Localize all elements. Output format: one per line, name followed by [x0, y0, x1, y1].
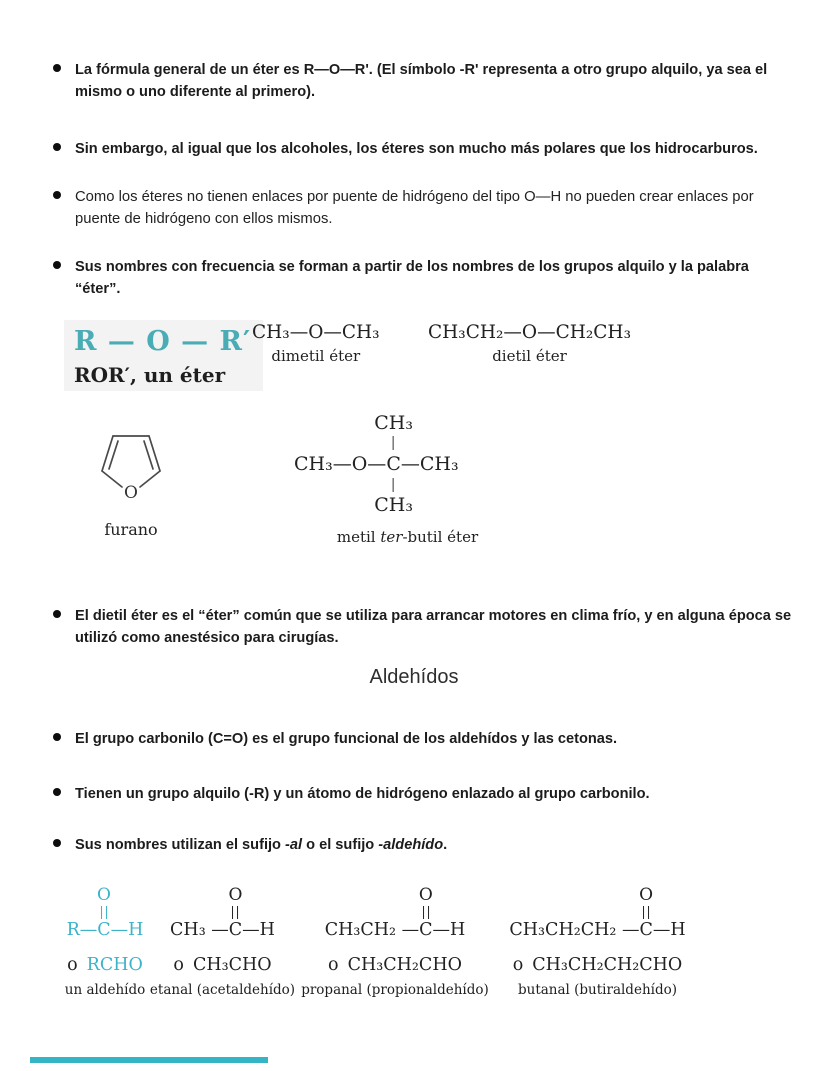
general-ether-formula: R — O — R′ [74, 326, 252, 357]
mtbe-caption-post: -butil éter [402, 528, 479, 546]
mtbe-structure [294, 412, 459, 516]
aldehyde-name: etanal (acetaldehído) [149, 982, 296, 998]
bullet-dot [53, 191, 61, 199]
chain-left: CH₃CH₂ — [324, 920, 420, 940]
bullet-dot [53, 610, 61, 618]
bullet-dot [53, 839, 61, 847]
alt-o-word: o [328, 955, 339, 975]
bullet-ethers-polarity [53, 139, 798, 161]
alt-o-word: o [67, 955, 78, 975]
bullet-dot [53, 788, 61, 796]
bullet-text: El dietil éter es el “éter” común que se utiliza para arrancar motores en clima frío, y en alguna época se utilizó como anestésico para cirugías. [75, 608, 792, 646]
general-ether-structure [64, 320, 263, 391]
bullet-text: Sin embargo, al igual que los alcoholes, los éteres son mucho más polares que los hidrocarburos. [75, 141, 758, 157]
mtbe-caption [290, 528, 525, 546]
chain-left: CH₃CH₂CH₂ — [509, 920, 640, 940]
bullet-ether-naming [53, 257, 798, 300]
mtbe-top-group [374, 412, 413, 452]
condensed-formula-line [513, 955, 683, 975]
suffix-text-1: Sus nombres utilizan el sufijo [75, 837, 286, 853]
mtbe-top-methyl: CH₃ [374, 412, 413, 434]
carbon-wrap [639, 885, 654, 940]
aldehyde-main-formula [66, 885, 144, 940]
carbon-wrap [228, 885, 243, 940]
aldehyde-main-formula [509, 885, 686, 940]
bullet-text: El grupo carbonilo (C=O) es el grupo funcional de los aldehídos y las cetonas. [75, 731, 618, 747]
aldehyde-structure-butanal [490, 870, 705, 998]
vertical-bond [393, 478, 394, 492]
mtbe-central-carbon-wrap [374, 412, 413, 516]
double-bond [101, 906, 107, 919]
dimethyl-ether-structure [252, 322, 380, 365]
carbon-atom: C [97, 920, 111, 940]
furan-oxygen-atom: O [124, 483, 138, 503]
mtbe-bottom-group [374, 476, 413, 516]
carbon-wrap [96, 885, 111, 940]
chain-left: R— [66, 920, 98, 940]
carbon-wrap [418, 885, 433, 940]
condensed-formula: RCHO [86, 955, 143, 975]
condensed-formula: CH₃CHO [192, 955, 272, 975]
furan-caption: furano [104, 520, 158, 539]
aldehyde-main-formula [324, 885, 466, 940]
mtbe-chain-right: —CH₃ [400, 453, 459, 475]
suffix-al-italic: -al [285, 837, 303, 853]
mtbe-caption-italic: ter [380, 528, 403, 546]
double-bond [232, 906, 238, 919]
chain-left: CH₃ — [170, 920, 229, 940]
aldehyde-name: propanal (propionaldehído) [301, 982, 489, 998]
bullet-aldehyde-suffix [53, 835, 798, 857]
mtbe-bottom-methyl: CH₃ [374, 494, 413, 516]
bullet-text: Sus nombres con frecuencia se forman a partir de los nombres de los grupos alquilo y la palabra “éter”. [75, 259, 749, 297]
aldehyde-structure-ethanal [145, 870, 300, 998]
double-bond [423, 906, 429, 919]
aldehyde-main-formula [170, 885, 275, 940]
carbonyl-group [639, 887, 653, 919]
aldehyde-name: butanal (butiraldehído) [517, 982, 677, 998]
suffix-text-3: . [443, 837, 448, 853]
condensed-formula: CH₃CH₂CHO [347, 955, 462, 975]
carbonyl-group [97, 887, 111, 919]
bullet-text: La fórmula general de un éter es R—O—R'. (El símbolo -R' representa a otro grupo alquilo, ya sea el mismo o uno diferente al primero). [75, 62, 768, 100]
mtbe-central-carbon: C [386, 453, 401, 475]
suffix-aldehido-italic: -aldehído [378, 837, 444, 853]
chain-right: —H [110, 920, 144, 940]
bullet-ether-general-formula [53, 60, 798, 103]
bullet-dot [53, 64, 61, 72]
chain-right: —H [242, 920, 275, 940]
condensed-formula-line [173, 955, 271, 975]
oxygen-atom: O [228, 885, 243, 905]
aldehyde-structure-propanal [300, 870, 490, 998]
furan-structure [96, 424, 166, 539]
bullet-alkyl-hydrogen [53, 784, 798, 806]
diethyl-ether-caption: dietil éter [492, 347, 567, 365]
condensed-formula-line [328, 955, 462, 975]
bullet-ethers-hydrogen-bonds [53, 187, 798, 231]
suffix-text-2: o el sufijo [302, 837, 379, 853]
bullet-dot [53, 733, 61, 741]
aldehyde-name: un aldehído [64, 982, 146, 998]
alt-o-word: o [173, 955, 184, 975]
section-heading-aldehidos: Aldehídos [369, 666, 459, 688]
furan-ring-icon [96, 424, 166, 506]
bullet-text [75, 835, 447, 857]
vertical-bond [393, 436, 394, 450]
diethyl-ether-structure [428, 322, 631, 365]
alt-o-word: o [512, 955, 524, 975]
mtbe-chain-left: CH₃—O— [294, 453, 387, 475]
condensed-formula-line [67, 955, 143, 975]
oxygen-atom: O [418, 885, 433, 905]
bullet-dot [53, 261, 61, 269]
bullet-dot [53, 143, 61, 151]
carbonyl-group [229, 887, 243, 919]
chain-right: —H [432, 920, 466, 940]
oxygen-atom: O [96, 885, 111, 905]
carbonyl-group [419, 887, 433, 919]
dimethyl-ether-caption: dimetil éter [271, 347, 361, 365]
bullet-text: Como los éteres no tienen enlaces por puente de hidrógeno del tipo O—H no pueden crear enlaces por puente de hidrógeno con ellos mismos. [75, 189, 754, 227]
condensed-formula: CH₃CH₂CH₂CHO [532, 955, 683, 975]
bullet-text: Tienen un grupo alquilo (-R) y un átomo de hidrógeno enlazado al grupo carbonilo. [75, 786, 650, 802]
carbon-atom: C [228, 920, 243, 940]
bullet-carbonyl-group [53, 729, 798, 751]
carbon-atom: C [419, 920, 433, 940]
chain-right: —H [652, 920, 686, 940]
mtbe-caption-pre: metil [336, 528, 381, 546]
bullet-diethyl-ether-uses [53, 606, 798, 649]
oxygen-atom: O [639, 885, 654, 905]
double-bond [643, 906, 649, 919]
dimethyl-ether-formula: CH₃—O—CH₃ [252, 322, 380, 343]
bottom-teal-bar [30, 1057, 268, 1063]
diethyl-ether-formula: CH₃CH₂—O—CH₂CH₃ [428, 322, 631, 343]
carbon-atom: C [639, 920, 653, 940]
general-ether-caption: ROR′, un éter [74, 363, 226, 387]
